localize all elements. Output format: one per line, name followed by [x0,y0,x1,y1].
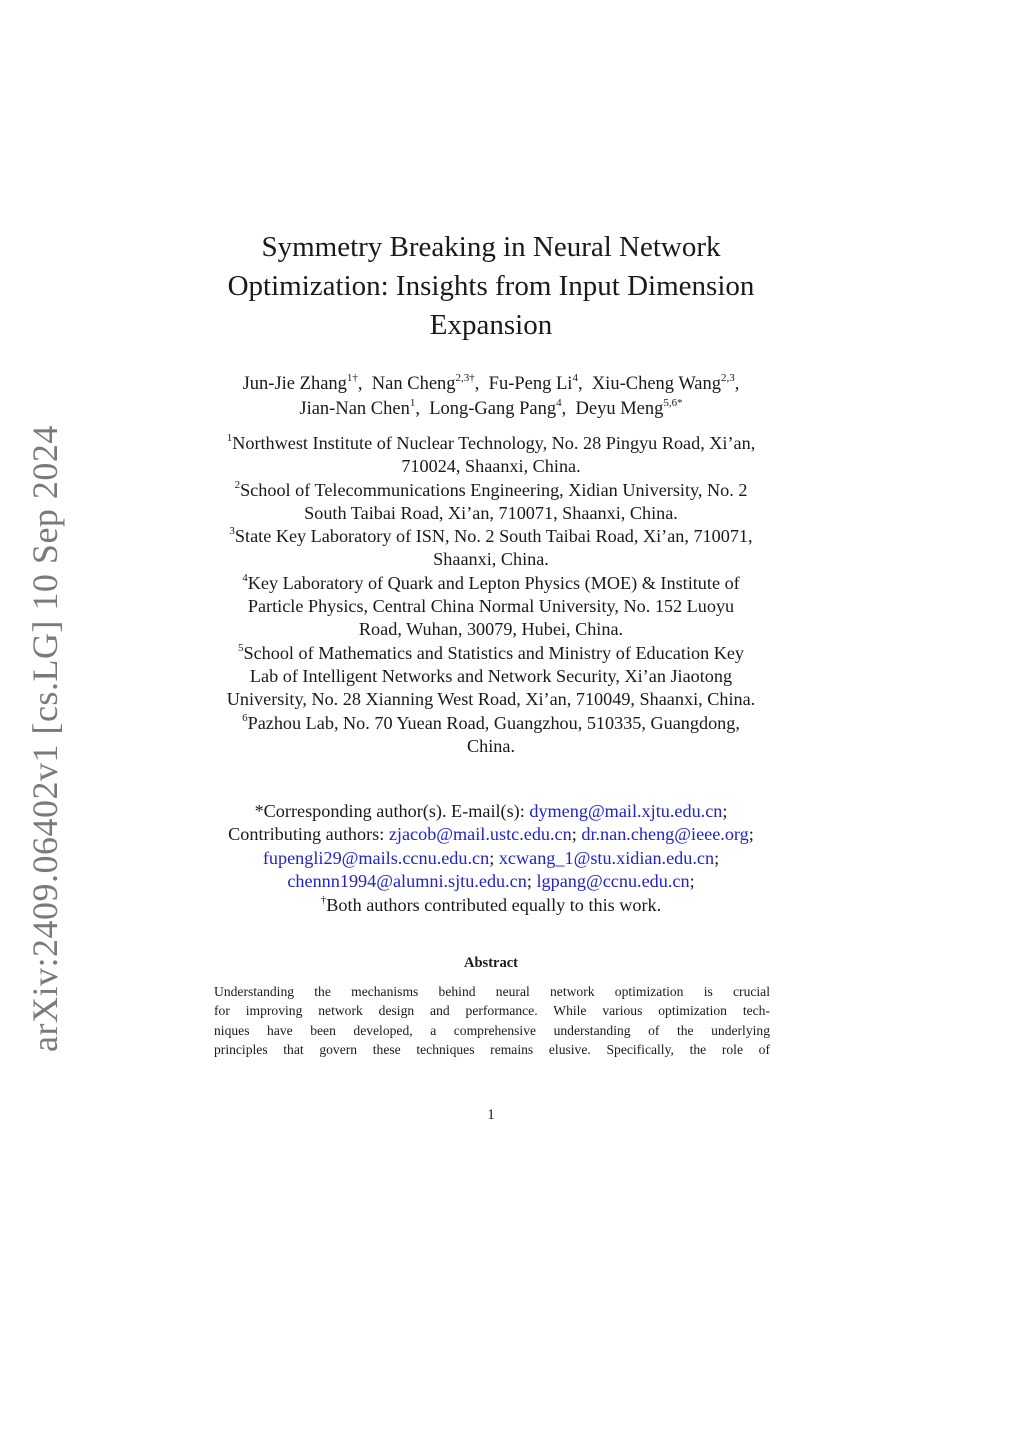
affiliation-text: School of Telecommunications Engineering, Xidian University, No. 2 [240,479,748,500]
affiliation-mark: 5 [237,641,244,654]
author-affil-mark: 4 [556,396,562,409]
email-link[interactable]: dymeng@mail.xjtu.edu.cn [529,801,723,821]
affiliation [180,525,802,572]
affiliation-line: Shaanxi, China. [433,549,549,570]
title-line: Expansion [429,309,553,341]
abstract-line: Understanding the mechanisms behind neural network optimization is crucial [214,984,770,999]
email-link[interactable]: fupengli29@mails.ccnu.edu.cn [262,847,490,868]
affiliation-line: University, No. 28 Xianning West Road, Xi’an, 710049, Shaanxi, China. [226,689,756,710]
affiliation-text: Key Laboratory of Quark and Lepton Physics (MOE) & Institute of [247,572,740,593]
corresponding-label: *Corresponding author(s). E-mail(s): [254,801,525,821]
author-affil-mark: 1† [346,371,358,384]
contact-line: *Corresponding author(s). E-mail(s): dymeng@mail.xjtu.edu.cn; [254,801,728,821]
abstract-body [214,982,770,1059]
affiliation-line [180,572,802,595]
affiliation-mark: 2 [234,478,241,491]
author-affil-mark: 4 [572,371,578,384]
affiliation-line: 710024, Shaanxi, China. [401,456,581,477]
affiliation [180,479,802,526]
affiliation-line: Particle Physics, Central China Normal University, No. 152 Luoyu [247,596,735,617]
affiliation-mark: 4 [242,571,248,584]
author-name: Nan Cheng [371,374,456,394]
contact-line: chennn1994@alumni.sjtu.edu.cn; lgpang@ccnu.edu.cn; [287,871,695,892]
author-line: Jian-Nan Chen$^1$, Long-Gang Pang$^4$, Deyu Meng$^{5,6*}$ [299,396,683,419]
affiliation-text: School of Mathematics and Statistics and Ministry of Education Key [243,642,745,663]
affiliation-line: China. [467,735,515,756]
author-affil-mark: 5,6* [663,396,683,409]
author-name: Deyu Meng [575,399,664,419]
email-link[interactable]: xcwang_1@stu.xidian.edu.cn [498,847,715,868]
email-link[interactable]: zjacob@mail.ustc.edu.cn [388,824,572,845]
author-name: Jun-Jie Zhang [242,374,347,394]
affiliation [180,572,802,642]
author-affil-mark: 2,3† [455,371,475,384]
affiliation-line [180,432,802,455]
email-link[interactable]: dr.nan.cheng@ieee.org [581,824,749,845]
title-line: Optimization: Insights from Input Dimension [227,270,755,302]
affiliation-line: South Taibai Road, Xi’an, 710071, Shaanxi, China. [304,502,678,523]
affiliation-text: State Key Laboratory of ISN, No. 2 South Taibai Road, Xi’an, 710071, [234,526,753,547]
affiliation-line [180,525,802,548]
author-line: Jun-Jie Zhang$^{1\dagger}$, Nan Cheng$^{2,3\dagger}$, Fu-Peng Li$^4$, Xiu-Cheng Wang$^{2,3}$, [242,371,740,394]
author-name: Fu-Peng Li [488,374,573,394]
affiliation-text: Pazhou Lab, No. 70 Yuean Road, Guangzhou, 510335, Guangdong, [247,712,740,733]
abstract-heading: Abstract [464,955,518,971]
contact-info [180,800,802,917]
affiliation-mark: 6 [242,711,248,724]
contact-line: Contributing authors: zjacob@mail.ustc.edu.cn; dr.nan.cheng@ieee.org; [228,824,754,845]
page-number: 1 [487,1107,495,1123]
dagger-mark: † [320,893,327,906]
author-name: Xiu-Cheng Wang [591,374,722,394]
contact-line: fupengli29@mails.ccnu.edu.cn; xcwang_1@stu.xidian.edu.cn; [262,847,720,868]
abstract-line: for improving network design and performance. While various optimization tech- [214,1003,770,1019]
paper-title [180,228,802,345]
affiliation-line [180,642,802,665]
abstract-line: niques have been developed, a comprehensive understanding of the underlying [214,1022,770,1038]
affiliation-line [180,712,802,735]
affiliation-mark: 3 [229,525,235,538]
author-list [180,372,802,422]
author-affil-mark: 2,3 [721,371,735,384]
affiliation [180,642,802,712]
arxiv-identifier: arXiv:2409.06402v1 [cs.LG] 10 Sep 2024 [25,425,65,1052]
affiliation [180,712,802,759]
affiliation-line: Road, Wuhan, 30079, Hubei, China. [358,619,624,640]
equal-contribution-note: Both authors contributed equally to this work. [326,894,662,915]
affiliation [180,432,802,479]
title-line: Symmetry Breaking in Neural Network [261,231,721,263]
affiliation-line: Lab of Intelligent Networks and Network Security, Xi’an Jiaotong [249,665,733,686]
email-link[interactable]: lgpang@ccnu.edu.cn [536,871,690,892]
contact-line [180,894,802,917]
affiliation-text: Northwest Institute of Nuclear Technology, No. 28 Pingyu Road, Xi’an, [232,433,756,453]
contributing-label: Contributing authors: [228,824,385,845]
abstract-line: principles that govern these techniques remains elusive. Specifically, the role of [214,1041,770,1057]
author-name: Jian-Nan Chen [299,399,410,419]
author-affil-mark: 1 [409,396,416,409]
author-name: Long-Gang Pang [429,399,557,419]
email-link[interactable]: chennn1994@alumni.sjtu.edu.cn [287,871,527,892]
affiliation-list [180,432,802,758]
affiliation-line [180,479,802,502]
affiliation-mark: 1 [226,431,233,444]
